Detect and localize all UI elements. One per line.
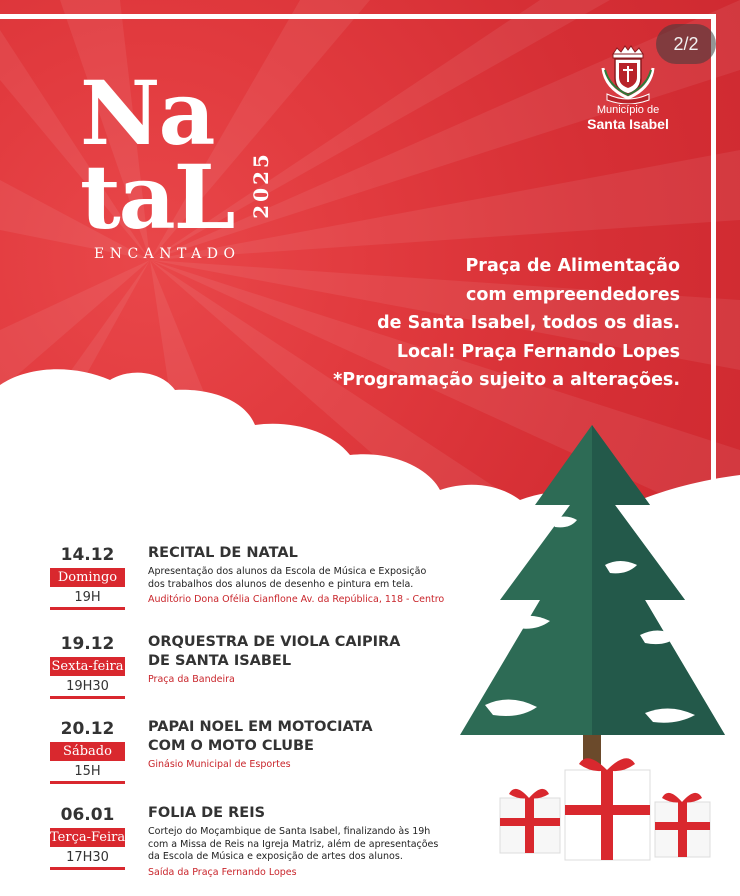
event-time: 17H30 (66, 850, 109, 865)
event-time: 19H (74, 590, 101, 605)
event-date: 14.12 (60, 545, 115, 565)
title-year: 2025 (249, 151, 273, 219)
event-date-block (50, 544, 125, 610)
food-court-info (300, 252, 680, 395)
event-date-block (50, 718, 125, 784)
event-title: FOLIA DE REIS (148, 805, 266, 821)
event-description: dos trabalhos dos alunos de desenho e pintura em tela. (148, 578, 414, 590)
event-date-block (50, 804, 125, 870)
event-weekday: Sábado (50, 742, 125, 761)
event-date: 06.01 (60, 805, 115, 825)
event-title: COM O MOTO CLUBE (148, 738, 314, 754)
info-line: de Santa Isabel, todos os dias. (377, 313, 680, 333)
logo-municipio-text: Município de (596, 104, 660, 116)
page-counter-badge[interactable]: 2/2 (656, 24, 716, 64)
title-subtitle: ENCANTADO (94, 246, 241, 262)
event-place: Praça da Bandeira (148, 674, 235, 685)
event-place: Ginásio Municipal de Esportes (148, 759, 291, 770)
title-line-1: Na (80, 61, 214, 165)
gift-boxes-icon (495, 750, 715, 870)
event-description: com a Missa de Reis na Igreja Matriz, além de apresentações (148, 838, 439, 850)
event-time-underline (50, 607, 125, 610)
event-time-underline (50, 696, 125, 699)
logo-city-name: Santa Isabel (587, 116, 669, 132)
christmas-tree-icon (455, 425, 730, 775)
event-time-underline (50, 867, 125, 870)
event-description: Apresentação dos alunos da Escola de Música e Exposição (148, 566, 427, 577)
event-place: Auditório Dona Ofélia Cianflone Av. da República, 118 - Centro (148, 594, 445, 605)
info-line: com empreendedores (465, 284, 680, 305)
event-date: 20.12 (60, 719, 115, 739)
event-info (148, 544, 478, 607)
event-info (148, 633, 478, 687)
title-line-2: taL (80, 145, 234, 249)
event-time: 15H (74, 764, 101, 779)
event-weekday: Sexta-feira (51, 659, 124, 674)
event-place: Saída da Praça Fernando Lopes (148, 866, 297, 878)
event-date-block (50, 633, 125, 699)
event-date: 19.12 (60, 634, 115, 654)
event-title: DE SANTA ISABEL (148, 653, 292, 669)
event-time-underline (50, 781, 125, 784)
event-title: ORQUESTRA DE VIOLA CAIPIRA (148, 634, 401, 650)
event-title: RECITAL DE NATAL (148, 545, 298, 561)
event-time: 19H30 (66, 679, 109, 694)
municipal-crest-icon (597, 44, 659, 104)
event-weekday: Terça-Feira (50, 830, 126, 845)
event-description: Cortejo do Moçambique de Santa Isabel, finalizando às 19h (148, 826, 431, 837)
info-line: Praça de Alimentação (465, 256, 680, 276)
event-info (148, 804, 478, 879)
frame-top-border (0, 14, 716, 19)
info-line: Local: Praça Fernando Lopes (396, 341, 680, 362)
municipality-logo (578, 44, 678, 139)
event-weekday: Domingo (50, 568, 125, 587)
event-title: PAPAI NOEL EM MOTOCIATA (148, 719, 373, 735)
event-info (148, 718, 478, 772)
info-line: *Programação sujeito a alterações. (333, 370, 680, 390)
event-description: da Escola de Música e exposição de artes dos alunos. (148, 851, 403, 862)
